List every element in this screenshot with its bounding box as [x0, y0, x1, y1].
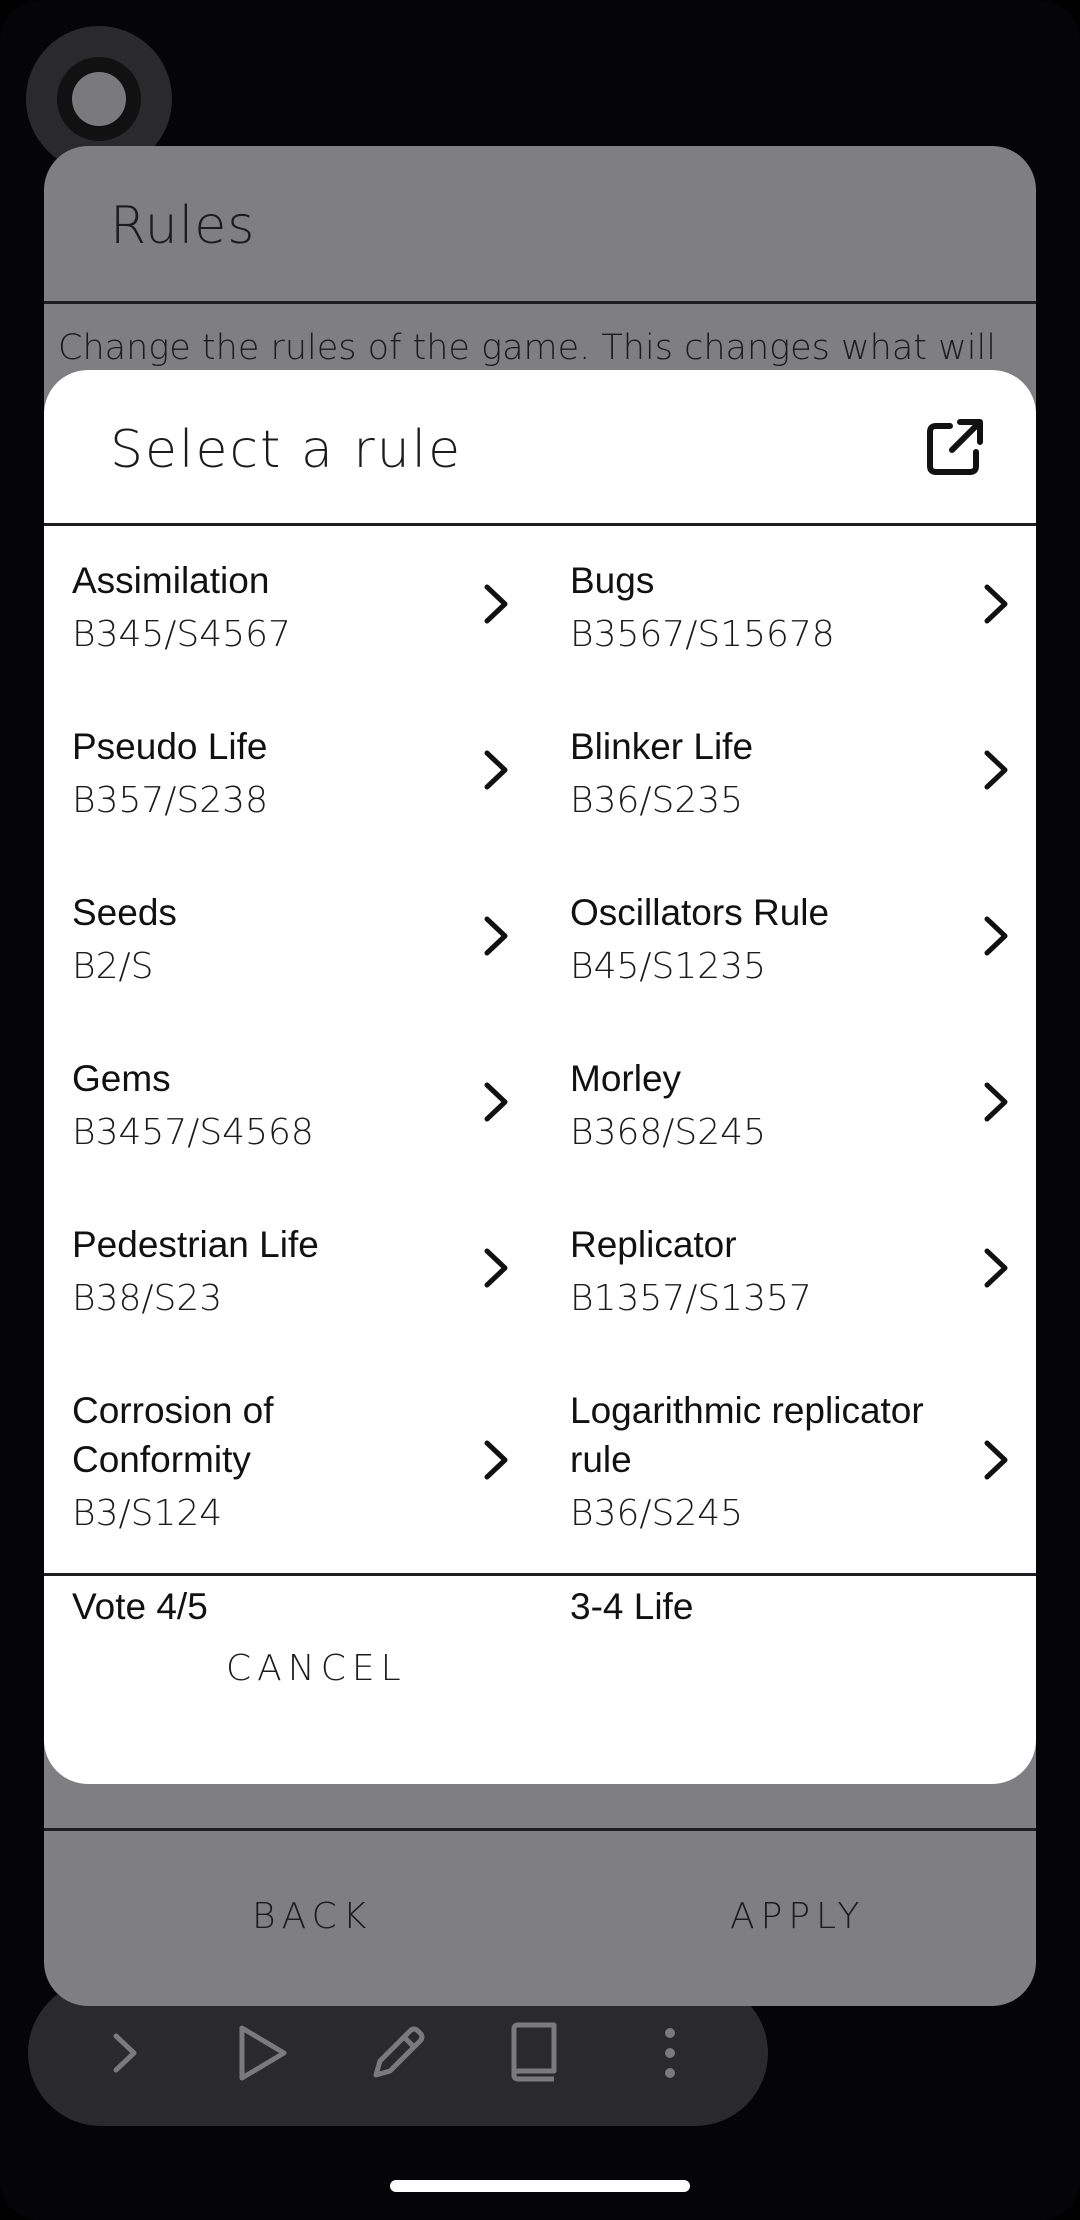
- chevron-right-icon: [476, 574, 516, 634]
- chevron-right-icon: [476, 1238, 516, 1298]
- floating-button-dot: [72, 72, 126, 126]
- rule-code: B2/S: [72, 946, 154, 987]
- rule-name: Morley: [570, 1058, 682, 1099]
- rule-code: B36/S245: [570, 1493, 744, 1534]
- rule-item-corrosion-of-conformity[interactable]: [44, 1386, 540, 1582]
- pencil-icon[interactable]: [358, 2013, 438, 2093]
- rule-item-pedestrian-life[interactable]: [44, 1220, 540, 1386]
- rule-item-bugs[interactable]: [540, 556, 1036, 722]
- rule-item-seeds[interactable]: [44, 888, 540, 1054]
- rule-grid: [44, 526, 1036, 1748]
- open-external-icon[interactable]: [922, 414, 988, 480]
- rule-item-oscillators-rule[interactable]: [540, 888, 1036, 1054]
- rule-name: Blinker Life: [570, 726, 754, 767]
- rules-dialog-title: Rules: [110, 196, 256, 256]
- rule-code: B357/S238: [72, 780, 268, 821]
- rule-name: Pedestrian Life: [72, 1224, 319, 1265]
- rule-name: Bugs: [570, 560, 655, 601]
- back-button[interactable]: BACK: [252, 1896, 373, 1937]
- rule-item-replicator[interactable]: [540, 1220, 1036, 1386]
- chevron-right-icon: [476, 1072, 516, 1132]
- cancel-button[interactable]: CANCEL: [226, 1648, 407, 1689]
- rule-name: Oscillators Rule: [570, 892, 830, 933]
- chevron-right-icon: [476, 740, 516, 800]
- rule-name: Gems: [72, 1058, 171, 1099]
- rule-code: B368/S245: [570, 1112, 766, 1153]
- divider: [44, 301, 1036, 304]
- rule-name: Replicator: [570, 1224, 737, 1265]
- rule-item-gems[interactable]: [44, 1054, 540, 1220]
- chevron-right-icon: [976, 740, 1016, 800]
- chevron-right-icon: [976, 1072, 1016, 1132]
- rule-code: B345/S4567: [72, 614, 291, 655]
- chevron-right-icon: [976, 1430, 1016, 1490]
- rule-item-morley[interactable]: [540, 1054, 1036, 1220]
- rule-code: B1357/S1357: [570, 1278, 812, 1319]
- rule-item-3-4-life[interactable]: [540, 1582, 1036, 1748]
- divider: [44, 1828, 1036, 1831]
- rule-list[interactable]: [44, 526, 1036, 1627]
- select-rule-header: [44, 370, 1036, 523]
- rule-name: Logarithmic replicator rule: [570, 1390, 924, 1480]
- chevron-right-icon: [976, 1238, 1016, 1298]
- select-rule-title: Select a rule: [110, 420, 463, 480]
- rule-code: B3567/S15678: [570, 614, 835, 655]
- chevron-right-icon: [976, 906, 1016, 966]
- rule-code: B3457/S4568: [72, 1112, 314, 1153]
- rule-name: Pseudo Life: [72, 726, 268, 767]
- rule-name: 3-4 Life: [570, 1586, 694, 1627]
- more-vertical-icon[interactable]: [630, 2013, 710, 2093]
- rule-item-pseudo-life[interactable]: [44, 722, 540, 888]
- rule-item-logarithmic-replicator-rule[interactable]: [540, 1386, 1036, 1582]
- rule-name: Seeds: [72, 892, 177, 933]
- rule-code: B45/S1235: [570, 946, 766, 987]
- home-indicator[interactable]: [390, 2180, 690, 2192]
- select-rule-dialog: [44, 370, 1036, 1784]
- rule-item-assimilation[interactable]: [44, 556, 540, 722]
- rule-name: Vote 4/5: [72, 1586, 208, 1627]
- chevron-right-icon: [476, 1430, 516, 1490]
- chevron-right-icon: [976, 574, 1016, 634]
- rule-item-blinker-life[interactable]: [540, 722, 1036, 888]
- chevron-right-icon[interactable]: [86, 2013, 166, 2093]
- divider: [44, 1573, 1036, 1576]
- rule-code: B38/S23: [72, 1278, 223, 1319]
- chevron-right-icon: [476, 906, 516, 966]
- rule-code: B36/S235: [570, 780, 744, 821]
- apply-button[interactable]: APPLY: [730, 1896, 866, 1937]
- rules-description: Change the rules of the game. This changes what will: [58, 328, 996, 368]
- book-icon[interactable]: [494, 2013, 574, 2093]
- play-icon[interactable]: [222, 2013, 302, 2093]
- rule-name: Assimilation: [72, 560, 270, 601]
- rule-code: B3/S124: [72, 1493, 223, 1534]
- rule-name: Corrosion of Conformity: [72, 1390, 274, 1480]
